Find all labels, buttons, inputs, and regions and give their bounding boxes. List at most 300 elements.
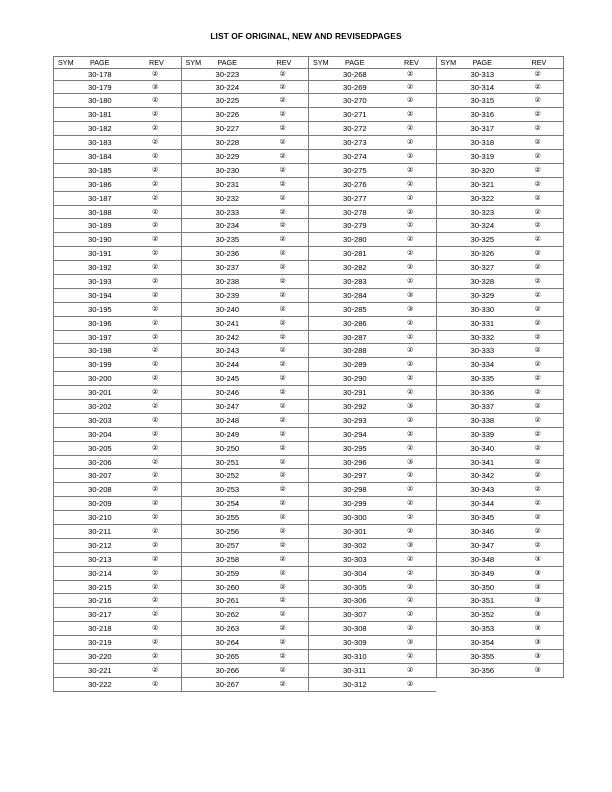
sym-cell [309,219,339,232]
sym-cell [182,303,212,316]
sym-cell [309,469,339,482]
table-row [437,622,564,636]
revision-cell: ② [407,194,414,202]
sym-cell [309,442,339,455]
revision-cell: ② [279,514,286,522]
page-number-cell: 30-191 [88,249,112,259]
sym-cell [54,358,84,371]
table-row [182,136,309,150]
table-row [54,136,181,150]
page-number-cell: 30-350 [470,582,495,592]
table-row [437,206,564,220]
page-number-cell: 30-346 [470,527,495,536]
sym-cell [182,94,212,107]
sym-cell [54,247,84,260]
revision-cell: ② [279,458,286,466]
page-number-cell: 30-273 [343,138,367,148]
sym-cell [54,178,84,191]
sym-cell [437,81,467,94]
table-row [309,261,436,275]
table-row [309,636,436,650]
table-row [309,622,436,636]
table-row [54,178,181,192]
table-row [182,414,309,428]
table-row [437,192,564,206]
sym-cell [182,358,212,371]
revision-cell: ② [534,416,541,424]
table-row [54,608,181,622]
revision-cell: ② [152,486,159,494]
table-row [309,164,436,178]
revision-cell: ② [152,569,159,577]
revision-cell: ② [407,333,414,341]
table-row [437,511,564,525]
revision-cell: ② [279,250,286,258]
sym-cell [182,400,212,413]
sym-cell [54,525,84,538]
page-number-cell: 30-317 [470,124,495,134]
revision-cell: ② [279,139,286,147]
table-row [182,94,309,108]
table-row [309,664,436,678]
sym-cell [309,539,339,552]
table-row [182,400,309,414]
table-row [437,442,564,456]
table-row [54,247,181,261]
sym-cell [437,247,467,260]
table-row [54,358,181,372]
revision-cell: ② [407,528,414,535]
revision-cell: ② [279,71,286,78]
table-row [309,581,436,595]
page-number-cell: 30-259 [215,568,240,578]
sym-cell [309,81,339,94]
table-row [54,622,181,636]
table-column-group [308,56,436,692]
page-number-cell: 30-299 [343,499,367,509]
table-row [309,497,436,511]
sym-cell [309,567,339,580]
revision-cell: ② [407,666,414,674]
revision-cell: ③ [534,666,541,674]
table-row [437,664,564,678]
revision-cell: ② [152,389,159,397]
page-number-cell: 30-257 [215,540,240,550]
revision-cell: ② [534,430,541,438]
revision-cell: ② [534,277,541,285]
table-row [309,372,436,386]
sym-cell [309,650,339,663]
revision-cell: ② [407,389,414,397]
page-number-cell: 30-270 [343,96,367,106]
page-number-cell: 30-283 [343,276,367,286]
revision-cell: ② [152,666,159,674]
revision-cell: ② [534,500,541,508]
sym-cell [309,664,339,677]
table-row [182,469,309,483]
table-row [182,289,309,303]
table-row [182,622,309,636]
sym-cell [182,497,212,510]
revision-cell: ② [152,416,159,424]
table-row [437,289,564,303]
revision-cell: ② [407,500,414,508]
table-row [182,497,309,511]
table-row [182,233,309,247]
revision-cell: ② [534,71,541,78]
table-row [54,428,181,442]
page-number-cell: 30-188 [88,207,112,217]
header-page: PAGE [217,58,237,67]
sym-cell [182,206,212,219]
revision-cell: ② [407,514,414,522]
sym-cell [437,344,467,357]
revision-cell: ② [152,194,159,202]
sym-cell [54,164,84,177]
page-number-cell: 30-271 [343,110,367,120]
sym-cell [182,233,212,246]
sym-cell [437,108,467,121]
table-row [309,553,436,567]
page-number-cell: 30-276 [343,179,367,189]
revision-cell: ② [534,139,541,147]
page-number-cell: 30-275 [343,165,367,175]
table-row [437,567,564,581]
table-row [437,275,564,289]
table-row [309,303,436,317]
revision-cell: ② [407,250,414,258]
table-row [309,150,436,164]
revision-cell: ③ [407,291,414,299]
sym-cell [309,414,339,427]
page-number-cell: 30-193 [88,276,112,286]
page-number-cell: 30-194 [88,290,112,300]
sym-cell [437,206,467,219]
revision-cell: ② [534,472,541,480]
revision-cell: ② [534,125,541,133]
sym-cell [309,331,339,344]
page-number-cell: 30-294 [343,429,367,439]
revision-cell: ② [534,458,541,466]
table-row [182,164,309,178]
page-number-cell: 30-325 [470,235,495,245]
page-number-cell: 30-323 [470,207,495,217]
page-number-cell: 30-262 [215,610,240,620]
table-row [54,164,181,178]
table-row [309,94,436,108]
page-number-cell: 30-280 [343,235,367,245]
table-row [54,81,181,95]
page-number-cell: 30-253 [215,485,240,495]
page-number-cell: 30-311 [343,665,367,675]
revision-cell: ② [407,180,414,188]
table-row [309,428,436,442]
page-number-cell: 30-269 [343,82,367,92]
table-row [309,108,436,122]
revision-cell: ② [279,152,286,160]
page-number-cell: 30-182 [88,124,112,134]
sym-cell [182,650,212,663]
page-number-cell: 30-225 [215,96,240,106]
table-row [437,650,564,664]
page-number-cell: 30-291 [343,388,367,398]
table-row [182,358,309,372]
page-number-cell: 30-243 [215,346,240,356]
table-row [437,81,564,95]
revision-cell: ② [152,250,159,258]
table-row [309,331,436,345]
sym-cell [437,442,467,455]
table-row [437,344,564,358]
revision-cell: ③ [534,597,541,605]
revision-cell: ② [279,680,286,688]
page-number-cell: 30-309 [343,638,367,648]
revision-cell: ② [534,528,541,535]
revision-cell: ② [279,319,286,327]
revision-cell: ② [152,152,159,160]
table-row [54,69,181,81]
sym-cell [54,317,84,330]
revision-cell: ② [152,500,159,508]
sym-cell [437,372,467,385]
table-row [309,525,436,539]
revision-cell: ② [279,653,286,661]
revision-cell: ② [152,625,159,633]
page-number-cell: 30-239 [215,290,240,300]
table-row [309,414,436,428]
revision-cell: ② [407,71,414,78]
revision-cell: ③ [534,611,541,619]
revision-cell: ② [534,514,541,522]
table-row [309,456,436,470]
revision-cell: ② [152,166,159,174]
sym-cell [54,539,84,552]
sym-cell [437,469,467,482]
table-row [309,81,436,95]
sym-cell [182,567,212,580]
table-row [437,164,564,178]
table-row [309,344,436,358]
revision-cell: ② [534,194,541,202]
sym-cell [182,442,212,455]
table-row [54,206,181,220]
page-number-cell: 30-192 [88,263,112,273]
page-number-cell: 30-326 [470,249,495,259]
table-row [182,664,309,678]
table-row [309,469,436,483]
page-number-cell: 30-337 [470,401,495,411]
table-row [309,136,436,150]
sym-cell [309,456,339,469]
page-number-cell: 30-354 [470,638,495,648]
page-number-cell: 30-196 [88,318,112,328]
page-number-cell: 30-231 [215,179,240,189]
page-number-cell: 30-328 [470,276,495,286]
revision-cell: ② [534,236,541,244]
page-number-cell: 30-339 [470,429,495,439]
revision-table [53,56,564,692]
revision-cell: ② [407,361,414,369]
table-row [309,608,436,622]
sym-cell [182,261,212,274]
table-row [182,303,309,317]
page-number-cell: 30-195 [88,304,112,314]
revision-cell: ② [407,555,414,563]
page-number-cell: 30-240 [215,304,240,314]
sym-cell [309,247,339,260]
sym-cell [54,594,84,607]
table-row [437,108,564,122]
revision-cell: ② [279,347,286,355]
table-row [182,275,309,289]
page-number-cell: 30-244 [215,360,240,370]
table-row [309,442,436,456]
sym-cell [182,511,212,524]
sym-cell [309,317,339,330]
sym-cell [54,622,84,635]
sym-cell [437,553,467,566]
revision-cell: ② [407,277,414,285]
revision-cell: ③ [534,583,541,591]
page-number-cell: 30-265 [215,652,240,662]
revision-cell: ② [534,541,541,549]
table-row [437,178,564,192]
revision-cell: ② [407,139,414,147]
page-number-cell: 30-190 [88,235,112,245]
table-row [54,650,181,664]
table-row [437,608,564,622]
page-number-cell: 30-316 [470,110,495,120]
header-page: PAGE [345,58,365,67]
page-number-cell: 30-186 [88,179,112,189]
table-row [54,303,181,317]
page-number-cell: 30-246 [215,388,240,398]
table-row [54,233,181,247]
sym-cell [309,497,339,510]
sym-cell [54,122,84,135]
revision-cell: ② [407,597,414,605]
page-number-cell: 30-292 [343,401,367,411]
sym-cell [437,331,467,344]
revision-cell: ② [279,528,286,535]
revision-cell: ② [152,347,159,355]
page-number-cell: 30-279 [343,221,367,231]
sym-cell [54,553,84,566]
page-number-cell: 30-210 [88,513,112,523]
table-row [182,636,309,650]
table-row [309,567,436,581]
page-number-cell: 30-345 [470,513,495,523]
page-number-cell: 30-324 [470,221,495,231]
revision-cell: ② [534,222,541,230]
page-number-cell: 30-296 [343,457,367,467]
page-number-cell: 30-315 [470,96,495,106]
sym-cell [54,483,84,496]
revision-cell: ② [279,389,286,397]
revision-cell: ② [279,444,286,452]
revision-cell: ② [279,583,286,591]
page-number-cell: 30-199 [88,360,112,370]
table-row [309,386,436,400]
sym-cell [309,122,339,135]
revision-cell: ② [279,236,286,244]
sym-cell [309,303,339,316]
sym-cell [182,525,212,538]
page-number-cell: 30-314 [470,82,495,92]
table-row [54,581,181,595]
page-number-cell: 30-267 [215,679,240,689]
page-number-cell: 30-319 [470,151,495,161]
sym-cell [437,233,467,246]
revision-cell: ② [279,416,286,424]
table-row [54,400,181,414]
table-row [182,122,309,136]
sym-cell [309,386,339,399]
sym-cell [54,636,84,649]
table-column-group [53,56,181,692]
table-row [437,636,564,650]
page-number-cell: 30-223 [215,70,240,79]
table-row [182,525,309,539]
sym-cell [182,428,212,441]
sym-cell [309,608,339,621]
table-row [309,678,436,692]
sym-cell [54,344,84,357]
sym-cell [437,483,467,496]
table-header-row [182,56,309,69]
revision-cell: ③ [534,639,541,647]
sym-cell [309,289,339,302]
table-row [182,317,309,331]
table-row [437,525,564,539]
table-row [437,469,564,483]
table-row [182,206,309,220]
page-number-cell: 30-255 [215,513,240,523]
page-number-cell: 30-335 [470,374,495,384]
page-number-cell: 30-304 [343,568,367,578]
page-number-cell: 30-204 [88,429,112,439]
table-row [182,539,309,553]
revision-cell: ② [279,264,286,272]
page-number-cell: 30-189 [88,221,112,231]
revision-cell: ② [534,333,541,341]
page-number-cell: 30-185 [88,165,112,175]
revision-cell: ② [152,597,159,605]
sym-cell [309,372,339,385]
revision-cell: ② [407,264,414,272]
sym-cell [437,219,467,232]
table-row [182,483,309,497]
revision-cell: ② [279,402,286,410]
revision-cell: ② [152,653,159,661]
sym-cell [182,219,212,232]
sym-cell [437,567,467,580]
table-column-group [436,56,565,678]
revision-cell: ② [279,500,286,508]
page-number-cell: 30-205 [88,443,112,453]
page-number-cell: 30-331 [470,318,495,328]
sym-cell [309,69,339,80]
revision-cell: ② [279,180,286,188]
revision-cell: ③ [534,625,541,633]
page-number-cell: 30-268 [343,70,367,79]
table-row [54,456,181,470]
sym-cell [309,483,339,496]
sym-cell [309,136,339,149]
page-number-cell: 30-238 [215,276,240,286]
sym-cell [54,400,84,413]
sym-cell [437,303,467,316]
